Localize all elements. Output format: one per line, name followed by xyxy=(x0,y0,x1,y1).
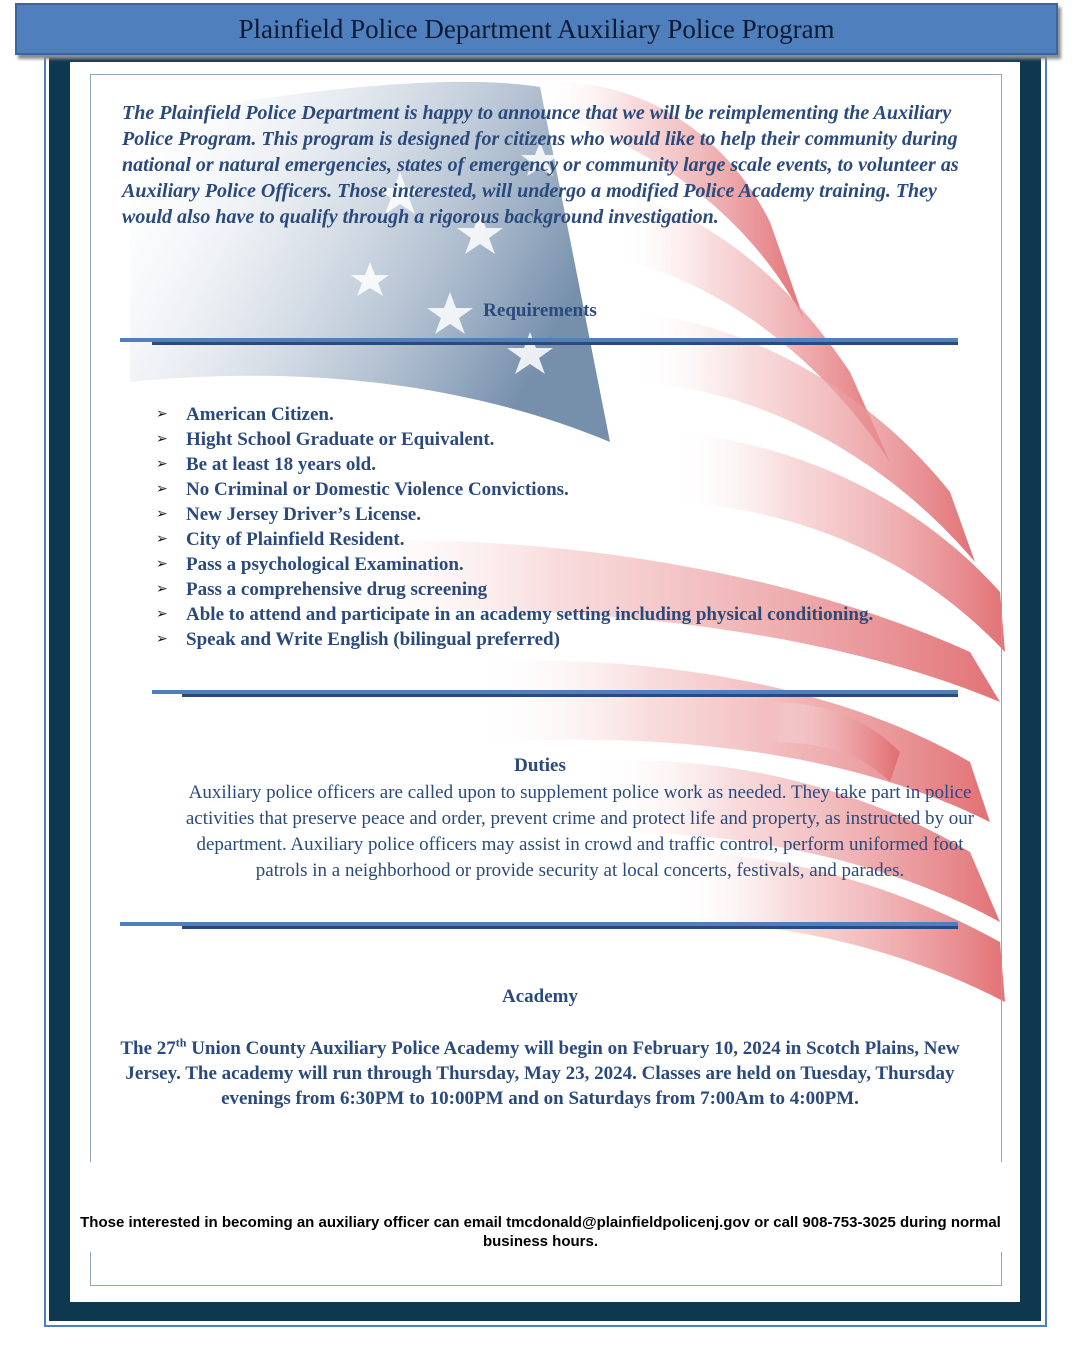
duties-paragraph: Auxiliary police officers are called upon to supplement police work as needed. They take part in police activities that preserve peace and order, prevent crime and protect life and property, as instructed by our department. Auxiliary police officers may assist in crowd and traffic control, perform uniformed foot patrols in a neighborhood or provide security at local concerts, festivals, and parades. xyxy=(185,782,975,881)
list-item: ➢ Hight School Graduate or Equivalent. xyxy=(156,429,495,450)
arrow-bullet-icon: ➢ xyxy=(156,406,168,422)
separator-requirements xyxy=(120,338,958,346)
contact-info: Those interested in becoming an auxiliary officer can email tmcdonald@plainfieldpolicenj.gov or call 908-753-3025 during normal business hours. xyxy=(80,1214,1001,1250)
list-item: ➢ No Criminal or Domestic Violence Convictions. xyxy=(156,479,569,500)
arrow-bullet-icon: ➢ xyxy=(156,556,168,572)
duties-heading: Duties xyxy=(514,755,566,776)
list-item: ➢ Pass a psychological Examination. xyxy=(156,554,464,575)
requirements-heading: Requirements xyxy=(483,300,597,321)
arrow-bullet-icon: ➢ xyxy=(156,431,168,447)
list-item: ➢ American Citizen. xyxy=(156,404,334,425)
requirements-list xyxy=(152,402,912,652)
page-title: Plainfield Police Department Auxiliary Police Program xyxy=(238,13,835,44)
academy-heading: Academy xyxy=(502,986,578,1007)
ordinal-suffix: th xyxy=(175,1035,187,1050)
arrow-bullet-icon: ➢ xyxy=(156,531,168,547)
title-banner xyxy=(15,3,1058,55)
academy-paragraph: The 27th Union County Auxiliary Police Academy will begin on February 10, 2024 in Scotch Plains, New Jersey. The academy will run through Thursday, May 23, 2024. Classes are held on Tuesday, Thursday evenings from 6:30PM to 10:00PM and on Saturdays from 7:00Am to 4:00PM. xyxy=(120,1035,960,1109)
list-item: ➢ Be at least 18 years old. xyxy=(156,454,376,475)
separator-after-requirements xyxy=(152,690,958,698)
list-item: ➢ Speak and Write English (bilingual preferred) xyxy=(156,629,560,650)
arrow-bullet-icon: ➢ xyxy=(156,631,168,647)
intro-paragraph: The Plainfield Police Department is happy to announce that we will be reimplementing the Auxiliary Police Program. This program is designed for citizens who would like to help their community during national or natural emergencies, states of emergency or community large scale events, to volunteer as Auxiliary Police Officers. Those interested, will undergo a modified Police Academy training. They would also have to qualify through a rigorous background investigation. xyxy=(122,102,959,228)
arrow-bullet-icon: ➢ xyxy=(156,606,168,622)
list-item: ➢ New Jersey Driver’s License. xyxy=(156,504,421,525)
list-item: ➢ Pass a comprehensive drug screening xyxy=(156,579,488,600)
separator-duties xyxy=(120,922,958,930)
arrow-bullet-icon: ➢ xyxy=(156,481,168,497)
list-item: ➢ Able to attend and participate in an academy setting including physical conditioning. xyxy=(156,604,874,625)
arrow-bullet-icon: ➢ xyxy=(156,581,168,597)
list-item: ➢ City of Plainfield Resident. xyxy=(156,529,405,550)
arrow-bullet-icon: ➢ xyxy=(156,456,168,472)
arrow-bullet-icon: ➢ xyxy=(156,506,168,522)
